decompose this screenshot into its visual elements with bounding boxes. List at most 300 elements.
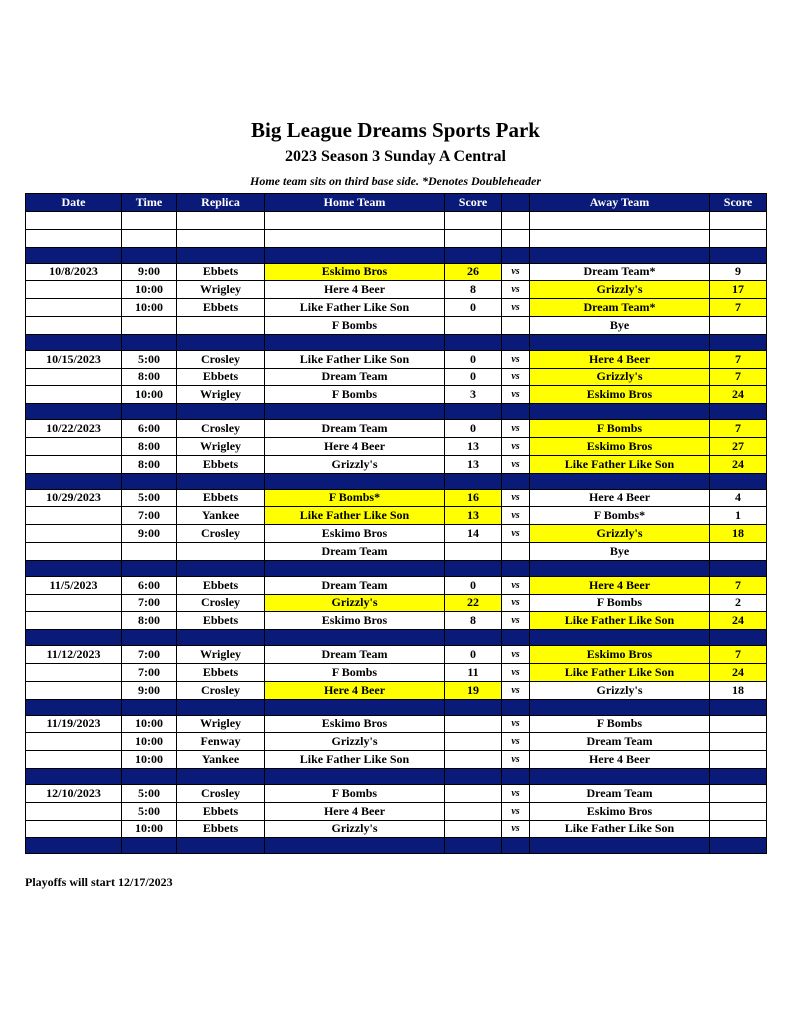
home-team-cell: Dream Team <box>265 368 445 386</box>
game-row <box>26 437 767 455</box>
blank-cell <box>122 229 177 247</box>
time-cell: 10:00 <box>122 281 177 299</box>
separator-cell <box>265 473 445 489</box>
separator-cell <box>177 630 265 646</box>
separator-cell <box>710 630 767 646</box>
separator-cell <box>530 768 710 784</box>
separator-cell <box>122 247 177 263</box>
game-row <box>26 350 767 368</box>
home-team-cell: Like Father Like Son <box>265 299 445 317</box>
date-cell: 11/19/2023 <box>26 715 122 733</box>
vs-label: vs <box>502 420 530 438</box>
separator-cell <box>710 560 767 576</box>
page-title: Big League Dreams Sports Park <box>251 118 540 142</box>
date-cell <box>26 455 122 473</box>
replica-cell <box>177 542 265 560</box>
replica-cell: Ebbets <box>177 263 265 281</box>
home-score-cell: 3 <box>445 386 502 404</box>
home-team-cell: Eskimo Bros <box>265 263 445 281</box>
away-score-cell: 7 <box>710 350 767 368</box>
away-team-cell: Dream Team <box>530 733 710 751</box>
home-score-cell: 26 <box>445 263 502 281</box>
time-cell: 10:00 <box>122 386 177 404</box>
date-cell <box>26 751 122 769</box>
col-header-vs <box>502 194 530 212</box>
vs-label: vs <box>502 784 530 802</box>
date-cell: 10/22/2023 <box>26 420 122 438</box>
vs-label <box>502 316 530 334</box>
separator-cell <box>122 768 177 784</box>
vs-label: vs <box>502 715 530 733</box>
separator-cell <box>502 334 530 350</box>
home-score-cell <box>445 316 502 334</box>
week-separator-row <box>26 247 767 263</box>
away-team-cell: Like Father Like Son <box>530 820 710 838</box>
separator-cell <box>530 247 710 263</box>
date-cell <box>26 663 122 681</box>
date-cell <box>26 681 122 699</box>
home-score-cell <box>445 733 502 751</box>
home-score-cell: 14 <box>445 525 502 543</box>
away-score-cell: 24 <box>710 386 767 404</box>
separator-cell <box>710 473 767 489</box>
col-header-replica: Replica <box>177 194 265 212</box>
home-team-cell: Like Father Like Son <box>265 751 445 769</box>
separator-cell <box>502 560 530 576</box>
time-cell: 9:00 <box>122 263 177 281</box>
vs-label: vs <box>502 507 530 525</box>
home-team-cell: F Bombs <box>265 663 445 681</box>
blank-cell <box>502 212 530 230</box>
vs-label: vs <box>502 751 530 769</box>
separator-cell <box>445 560 502 576</box>
away-team-cell: Like Father Like Son <box>530 663 710 681</box>
away-team-cell: F Bombs* <box>530 507 710 525</box>
separator-cell <box>502 404 530 420</box>
away-team-cell: Like Father Like Son <box>530 455 710 473</box>
away-team-cell: Dream Team* <box>530 299 710 317</box>
vs-label: vs <box>502 350 530 368</box>
date-cell <box>26 542 122 560</box>
replica-cell: Crosley <box>177 420 265 438</box>
away-team-cell: F Bombs <box>530 715 710 733</box>
week-separator-row <box>26 404 767 420</box>
separator-cell <box>265 247 445 263</box>
away-score-cell: 18 <box>710 681 767 699</box>
separator-cell <box>530 560 710 576</box>
replica-cell: Wrigley <box>177 715 265 733</box>
away-team-cell: Bye <box>530 542 710 560</box>
home-score-cell <box>445 802 502 820</box>
time-cell: 8:00 <box>122 437 177 455</box>
col-header-home-score: Score <box>445 194 502 212</box>
separator-cell <box>502 768 530 784</box>
col-header-away-team: Away Team <box>530 194 710 212</box>
date-cell <box>26 386 122 404</box>
week-separator-row <box>26 560 767 576</box>
away-score-cell <box>710 751 767 769</box>
separator-cell <box>530 838 710 854</box>
date-cell <box>26 612 122 630</box>
away-score-cell: 7 <box>710 420 767 438</box>
schedule-body <box>26 212 767 854</box>
replica-cell: Ebbets <box>177 802 265 820</box>
blank-row <box>26 229 767 247</box>
home-score-cell <box>445 751 502 769</box>
away-team-cell: Grizzly's <box>530 368 710 386</box>
home-score-cell <box>445 820 502 838</box>
blank-cell <box>710 212 767 230</box>
separator-cell <box>122 404 177 420</box>
replica-cell: Ebbets <box>177 489 265 507</box>
replica-cell: Crosley <box>177 681 265 699</box>
game-row <box>26 646 767 664</box>
vs-label: vs <box>502 455 530 473</box>
home-score-cell <box>445 715 502 733</box>
home-score-cell: 8 <box>445 612 502 630</box>
replica-cell: Ebbets <box>177 663 265 681</box>
home-team-cell: Dream Team <box>265 420 445 438</box>
home-team-cell: Dream Team <box>265 576 445 594</box>
separator-cell <box>502 838 530 854</box>
separator-cell <box>26 630 122 646</box>
home-team-cell: F Bombs* <box>265 489 445 507</box>
home-score-cell: 16 <box>445 489 502 507</box>
home-team-cell: F Bombs <box>265 784 445 802</box>
time-cell: 10:00 <box>122 820 177 838</box>
game-row <box>26 525 767 543</box>
time-cell: 10:00 <box>122 299 177 317</box>
home-team-cell: Eskimo Bros <box>265 715 445 733</box>
replica-cell <box>177 316 265 334</box>
home-score-cell: 0 <box>445 368 502 386</box>
time-cell: 6:00 <box>122 576 177 594</box>
away-score-cell: 24 <box>710 455 767 473</box>
away-score-cell: 1 <box>710 507 767 525</box>
home-score-cell <box>445 542 502 560</box>
separator-cell <box>26 334 122 350</box>
time-cell: 10:00 <box>122 715 177 733</box>
home-team-cell: Grizzly's <box>265 820 445 838</box>
separator-cell <box>502 699 530 715</box>
home-score-cell: 0 <box>445 646 502 664</box>
vs-label: vs <box>502 437 530 455</box>
week-separator-row <box>26 768 767 784</box>
game-row <box>26 489 767 507</box>
separator-cell <box>122 334 177 350</box>
home-score-cell: 13 <box>445 437 502 455</box>
blank-cell <box>530 229 710 247</box>
game-row <box>26 542 767 560</box>
replica-cell: Wrigley <box>177 437 265 455</box>
away-score-cell <box>710 802 767 820</box>
separator-cell <box>122 630 177 646</box>
separator-cell <box>710 247 767 263</box>
replica-cell: Crosley <box>177 594 265 612</box>
home-score-cell <box>445 784 502 802</box>
home-team-cell: Grizzly's <box>265 594 445 612</box>
game-row <box>26 576 767 594</box>
game-row <box>26 681 767 699</box>
away-team-cell: Dream Team <box>530 784 710 802</box>
date-cell <box>26 299 122 317</box>
separator-cell <box>265 699 445 715</box>
separator-cell <box>530 404 710 420</box>
away-score-cell <box>710 316 767 334</box>
game-row <box>26 820 767 838</box>
week-separator-row <box>26 699 767 715</box>
replica-cell: Wrigley <box>177 386 265 404</box>
game-row <box>26 281 767 299</box>
separator-cell <box>265 838 445 854</box>
game-row <box>26 733 767 751</box>
date-cell <box>26 437 122 455</box>
away-score-cell: 27 <box>710 437 767 455</box>
away-score-cell: 18 <box>710 525 767 543</box>
away-team-cell: Grizzly's <box>530 681 710 699</box>
game-row <box>26 455 767 473</box>
time-cell <box>122 542 177 560</box>
separator-cell <box>265 334 445 350</box>
home-team-cell: F Bombs <box>265 386 445 404</box>
separator-cell <box>445 768 502 784</box>
separator-cell <box>177 334 265 350</box>
away-team-cell: Eskimo Bros <box>530 437 710 455</box>
home-team-cell: Here 4 Beer <box>265 802 445 820</box>
away-team-cell: Here 4 Beer <box>530 489 710 507</box>
replica-cell: Wrigley <box>177 646 265 664</box>
game-row <box>26 663 767 681</box>
replica-cell: Ebbets <box>177 299 265 317</box>
game-row <box>26 715 767 733</box>
away-team-cell: Here 4 Beer <box>530 350 710 368</box>
separator-cell <box>26 473 122 489</box>
separator-cell <box>445 473 502 489</box>
away-score-cell: 7 <box>710 299 767 317</box>
home-team-cell: Dream Team <box>265 542 445 560</box>
vs-label: vs <box>502 820 530 838</box>
separator-cell <box>530 473 710 489</box>
separator-cell <box>177 768 265 784</box>
replica-cell: Fenway <box>177 733 265 751</box>
blank-cell <box>177 229 265 247</box>
separator-cell <box>445 404 502 420</box>
date-cell <box>26 316 122 334</box>
home-team-cell: Here 4 Beer <box>265 437 445 455</box>
replica-cell: Ebbets <box>177 368 265 386</box>
separator-cell <box>502 473 530 489</box>
replica-cell: Ebbets <box>177 612 265 630</box>
vs-label: vs <box>502 576 530 594</box>
blank-cell <box>265 229 445 247</box>
time-cell: 9:00 <box>122 525 177 543</box>
time-cell: 7:00 <box>122 507 177 525</box>
date-cell: 10/8/2023 <box>26 263 122 281</box>
separator-cell <box>265 768 445 784</box>
date-cell <box>26 733 122 751</box>
vs-label: vs <box>502 681 530 699</box>
away-team-cell: Dream Team* <box>530 263 710 281</box>
home-score-cell: 13 <box>445 507 502 525</box>
game-row <box>26 507 767 525</box>
home-score-cell: 11 <box>445 663 502 681</box>
date-cell <box>26 368 122 386</box>
week-separator-row <box>26 838 767 854</box>
col-header-away-score: Score <box>710 194 767 212</box>
away-score-cell: 7 <box>710 576 767 594</box>
away-score-cell <box>710 733 767 751</box>
schedule-table <box>25 193 767 854</box>
separator-cell <box>502 630 530 646</box>
replica-cell: Crosley <box>177 350 265 368</box>
separator-cell <box>122 838 177 854</box>
home-score-cell: 0 <box>445 350 502 368</box>
vs-label <box>502 542 530 560</box>
home-score-cell: 8 <box>445 281 502 299</box>
home-team-cell: Dream Team <box>265 646 445 664</box>
home-team-cell: Grizzly's <box>265 455 445 473</box>
replica-cell: Yankee <box>177 751 265 769</box>
time-cell: 7:00 <box>122 594 177 612</box>
home-score-cell: 0 <box>445 420 502 438</box>
blank-cell <box>177 212 265 230</box>
home-team-cell: F Bombs <box>265 316 445 334</box>
page-subtitle: 2023 Season 3 Sunday A Central <box>285 148 506 165</box>
separator-cell <box>530 334 710 350</box>
home-score-cell: 19 <box>445 681 502 699</box>
separator-cell <box>445 699 502 715</box>
away-score-cell: 4 <box>710 489 767 507</box>
vs-label: vs <box>502 525 530 543</box>
blank-cell <box>26 212 122 230</box>
game-row <box>26 263 767 281</box>
blank-cell <box>445 229 502 247</box>
date-cell: 10/15/2023 <box>26 350 122 368</box>
separator-cell <box>177 404 265 420</box>
separator-cell <box>445 334 502 350</box>
home-team-cell: Eskimo Bros <box>265 612 445 630</box>
away-team-cell: Eskimo Bros <box>530 802 710 820</box>
date-cell: 12/10/2023 <box>26 784 122 802</box>
vs-label: vs <box>502 802 530 820</box>
separator-cell <box>530 630 710 646</box>
separator-cell <box>445 630 502 646</box>
away-score-cell: 7 <box>710 646 767 664</box>
time-cell: 5:00 <box>122 784 177 802</box>
blank-cell <box>122 212 177 230</box>
game-row <box>26 751 767 769</box>
home-team-cell: Eskimo Bros <box>265 525 445 543</box>
time-cell <box>122 316 177 334</box>
home-team-cell: Here 4 Beer <box>265 281 445 299</box>
date-cell: 11/12/2023 <box>26 646 122 664</box>
replica-cell: Ebbets <box>177 576 265 594</box>
separator-cell <box>710 334 767 350</box>
time-cell: 5:00 <box>122 802 177 820</box>
date-cell <box>26 525 122 543</box>
separator-cell <box>122 560 177 576</box>
home-team-cell: Grizzly's <box>265 733 445 751</box>
away-team-cell: F Bombs <box>530 594 710 612</box>
vs-label: vs <box>502 299 530 317</box>
separator-cell <box>26 247 122 263</box>
replica-cell: Crosley <box>177 784 265 802</box>
separator-cell <box>122 699 177 715</box>
blank-cell <box>502 229 530 247</box>
col-header-date: Date <box>26 194 122 212</box>
game-row <box>26 299 767 317</box>
separator-cell <box>177 838 265 854</box>
vs-label: vs <box>502 263 530 281</box>
separator-cell <box>710 699 767 715</box>
separator-cell <box>177 473 265 489</box>
separator-cell <box>26 404 122 420</box>
home-score-cell: 0 <box>445 299 502 317</box>
away-score-cell: 9 <box>710 263 767 281</box>
date-cell: 11/5/2023 <box>26 576 122 594</box>
blank-cell <box>710 229 767 247</box>
away-score-cell: 24 <box>710 663 767 681</box>
time-cell: 10:00 <box>122 733 177 751</box>
vs-label: vs <box>502 368 530 386</box>
schedule-note: Home team sits on third base side. *Denotes Doubleheader <box>250 174 541 188</box>
vs-label: vs <box>502 646 530 664</box>
date-cell <box>26 802 122 820</box>
separator-cell <box>530 699 710 715</box>
game-row <box>26 594 767 612</box>
vs-label: vs <box>502 612 530 630</box>
week-separator-row <box>26 473 767 489</box>
separator-cell <box>445 247 502 263</box>
replica-cell: Wrigley <box>177 281 265 299</box>
away-team-cell: Eskimo Bros <box>530 386 710 404</box>
time-cell: 8:00 <box>122 612 177 630</box>
header-row <box>26 194 767 212</box>
blank-row <box>26 212 767 230</box>
vs-label: vs <box>502 281 530 299</box>
game-row <box>26 784 767 802</box>
time-cell: 8:00 <box>122 368 177 386</box>
separator-cell <box>26 560 122 576</box>
away-score-cell: 24 <box>710 612 767 630</box>
vs-label: vs <box>502 489 530 507</box>
home-score-cell: 13 <box>445 455 502 473</box>
vs-label: vs <box>502 663 530 681</box>
col-header-time: Time <box>122 194 177 212</box>
home-team-cell: Like Father Like Son <box>265 350 445 368</box>
vs-label: vs <box>502 594 530 612</box>
replica-cell: Ebbets <box>177 820 265 838</box>
replica-cell: Crosley <box>177 525 265 543</box>
separator-cell <box>710 768 767 784</box>
away-team-cell: Here 4 Beer <box>530 576 710 594</box>
blank-cell <box>530 212 710 230</box>
separator-cell <box>26 768 122 784</box>
away-team-cell: Bye <box>530 316 710 334</box>
separator-cell <box>445 838 502 854</box>
game-row <box>26 368 767 386</box>
away-score-cell <box>710 542 767 560</box>
away-team-cell: Grizzly's <box>530 281 710 299</box>
separator-cell <box>502 247 530 263</box>
home-score-cell: 0 <box>445 576 502 594</box>
away-score-cell: 17 <box>710 281 767 299</box>
home-team-cell: Here 4 Beer <box>265 681 445 699</box>
game-row <box>26 612 767 630</box>
week-separator-row <box>26 334 767 350</box>
separator-cell <box>710 838 767 854</box>
time-cell: 5:00 <box>122 489 177 507</box>
